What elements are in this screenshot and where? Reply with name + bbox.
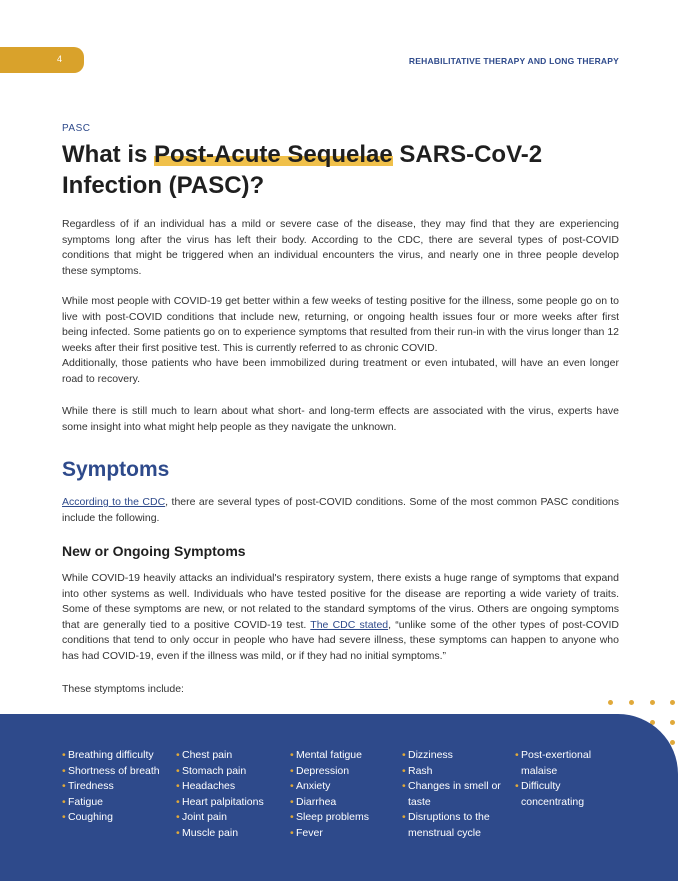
symptom-label: Breathing difficulty	[68, 749, 154, 761]
bullet-icon: •	[62, 780, 66, 793]
symptom-label: Rash	[408, 764, 433, 777]
symptom-item	[176, 764, 276, 780]
symptom-label: Disruptions to the menstrual cycle	[408, 811, 490, 839]
symptom-label: Muscle pain	[182, 826, 239, 839]
intro-paragraph-2b: Additionally, those patients who have been immobilized during treatment or even intubated, will have an even longer road to recovery.	[62, 357, 619, 385]
intro-paragraph-3: While there is still much to learn about what short- and long-term effects are associated with the virus, experts have some insight into what might help people as they navigate the unknown.	[62, 405, 619, 433]
symptom-label: Chest pain	[182, 749, 233, 761]
symptoms-intro	[62, 495, 619, 526]
symptom-label: Difficulty concentrating	[521, 780, 585, 808]
symptoms-intro-text: , there are several types of post-COVID conditions. Some of the most common PASC conditions include the following.	[62, 496, 619, 524]
cdc-link[interactable]: According to the CDC	[62, 496, 166, 508]
symptom-column-5	[515, 748, 611, 810]
symptom-item	[290, 810, 390, 826]
bullet-icon: •	[176, 749, 180, 761]
symptom-label: Heart palpitations	[182, 795, 264, 808]
symptom-label: Post-exertional malaise	[521, 749, 592, 777]
symptom-label: Fever	[296, 826, 323, 839]
symptom-item	[515, 748, 611, 779]
bullet-icon: •	[62, 764, 66, 777]
symptom-item	[62, 779, 170, 795]
symptom-label: Diarrhea	[296, 795, 337, 808]
symptom-label: Fatigue	[68, 795, 104, 808]
bullet-icon: •	[290, 795, 294, 808]
bullet-icon: •	[290, 764, 294, 777]
title-highlight: Post-Acute Sequelae	[154, 141, 393, 168]
title-suffix: SARS-CoV-2 Infection (PASC)?	[62, 141, 543, 199]
symptom-item	[62, 764, 170, 780]
bullet-icon: •	[290, 811, 294, 824]
dot-ornament	[629, 700, 634, 705]
symptom-item	[402, 764, 504, 780]
symptom-label: Dizziness	[408, 749, 453, 761]
symptom-item	[62, 795, 170, 811]
running-head: REHABILITATIVE THERAPY AND LONG THERAPY	[408, 56, 619, 66]
page-number-tab	[0, 47, 84, 73]
bullet-icon: •	[62, 749, 66, 761]
symptom-label: Tiredness	[68, 780, 114, 793]
symptom-item	[515, 779, 611, 810]
intro-paragraph-1: Regardless of if an individual has a mild or severe case of the disease, they may find that they are experiencing symptoms long after the virus has left their body. According to the CDC, there are several types of post-COVID conditions that might be triggered when an individual encounters the virus, and nearly one in three people develop these symptoms.	[62, 218, 619, 277]
ongoing-text-b: , “unlike some of the other types of post-COVID conditions that tend to only occur in people who have had severe illness, these symptoms can happen to anyone who has had COVID-19, even if the illness was mild, or if they had no initial symptoms.”	[62, 618, 619, 662]
dot-ornament	[608, 700, 613, 705]
symptom-item	[402, 810, 504, 841]
symptom-label: Coughing	[68, 811, 113, 824]
bullet-icon: •	[62, 811, 66, 824]
bullet-icon: •	[176, 826, 180, 839]
ongoing-text-a: While COVID-19 heavily attacks an individual's respiratory system, there exists a huge range of symptoms that expand into other systems as well. Individuals who have tested positive for the disease are reporting a wide variety of traits. Some of these symptoms are new, or not related to the standard symptoms of the virus. Others are ongoing symptoms that are generally tied to a positive COVID-19 test.	[62, 572, 619, 631]
symptom-item	[176, 779, 276, 795]
dot-ornament	[670, 700, 675, 705]
symptom-item	[290, 764, 390, 780]
symptom-item	[402, 779, 504, 810]
dot-ornament	[670, 720, 675, 725]
bullet-icon: •	[290, 826, 294, 839]
symptom-column-3	[290, 748, 390, 842]
dot-ornament	[650, 700, 655, 705]
symptom-label: Sleep problems	[296, 811, 369, 824]
symptom-item	[176, 810, 276, 826]
bullet-icon: •	[176, 764, 180, 777]
bullet-icon: •	[515, 780, 519, 793]
symptom-item	[62, 810, 170, 826]
page-number: 4	[57, 54, 63, 64]
symptom-item	[290, 779, 390, 795]
page-title	[62, 139, 622, 201]
symptom-item	[290, 748, 390, 764]
section-label: PASC	[62, 123, 91, 134]
symptom-list	[176, 748, 276, 842]
bullet-icon: •	[290, 749, 294, 761]
symptom-label: Mental fatigue	[296, 749, 362, 761]
symptom-item	[176, 826, 276, 842]
symptom-label: Headaches	[182, 780, 236, 793]
bullet-icon: •	[290, 780, 294, 793]
ongoing-symptoms-paragraph	[62, 571, 619, 665]
bullet-icon: •	[62, 795, 66, 808]
symptom-column-1	[62, 748, 170, 826]
bullet-icon: •	[176, 795, 180, 808]
symptom-label: Changes in smell or taste	[408, 780, 501, 808]
bullet-icon: •	[515, 749, 519, 761]
bullet-icon: •	[402, 764, 406, 777]
ongoing-symptoms-heading: New or Ongoing Symptoms	[62, 543, 246, 559]
symptom-item	[176, 795, 276, 811]
symptom-label: Depression	[296, 764, 350, 777]
symptom-label: Shortness of breath	[68, 764, 160, 777]
bullet-icon: •	[176, 780, 180, 793]
symptom-label: Stomach pain	[182, 764, 247, 777]
symptom-list	[402, 748, 504, 842]
symptom-column-2	[176, 748, 276, 842]
symptom-item	[402, 748, 504, 764]
symptom-column-4	[402, 748, 504, 842]
symptom-list-intro: These stymptoms include:	[62, 683, 184, 695]
symptom-item	[176, 748, 276, 764]
bullet-icon: •	[402, 749, 406, 761]
title-prefix: What is	[62, 141, 155, 168]
bullet-icon: •	[402, 811, 406, 824]
bullet-icon: •	[176, 811, 180, 824]
symptom-list	[515, 748, 611, 810]
symptom-label: Joint pain	[182, 811, 227, 824]
bullet-icon: •	[402, 780, 406, 793]
symptom-list	[290, 748, 390, 842]
dot-ornament	[670, 740, 675, 745]
cdc-stated-link[interactable]: The CDC stated	[310, 618, 389, 631]
symptom-item	[290, 795, 390, 811]
symptom-item	[62, 748, 170, 764]
intro-paragraph-2	[62, 294, 619, 388]
symptom-item	[290, 826, 390, 842]
intro-paragraph-2a: While most people with COVID-19 get better within a few weeks of testing positive for the illness, some people go on to live with post-COVID conditions that include new, returning, or ongoing health issues four or more weeks after first being infected. Some patients go on to experience symptoms that resulted from their run-in with the virus longer than 12 weeks after their first positive test. This is currently referred to as chronic COVID.	[62, 295, 619, 354]
symptom-list	[62, 748, 170, 826]
symptom-label: Anxiety	[296, 780, 331, 793]
symptoms-heading: Symptoms	[62, 458, 170, 481]
